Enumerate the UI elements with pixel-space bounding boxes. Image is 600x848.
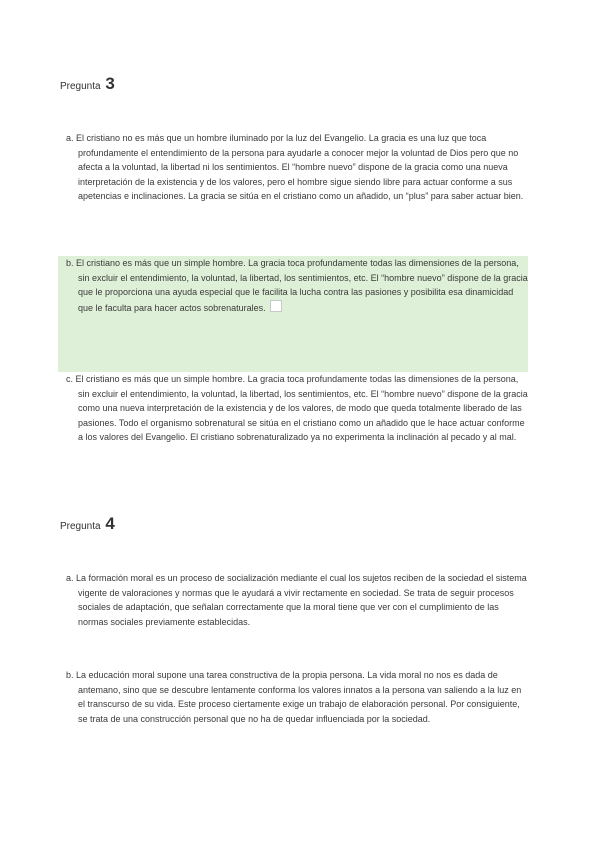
- option-letter: b.: [66, 670, 74, 680]
- option-letter: b.: [66, 258, 74, 268]
- option-text: La educación moral supone una tarea constructiva de la propia persona. La vida moral no nos es dada de antemano, sino que se descubre lentamente conforma los valores innatos a la persona van saliendo a la luz en el transcurso de su vida. Este proceso ciertamente exige un trabajo de elaboración personal. Por consiguiente, se trata de una construcción personal que no ha de quedar influenciada por la sociedad.: [76, 670, 522, 724]
- option-letter: a.: [66, 133, 74, 143]
- option-letter: a.: [66, 573, 74, 583]
- question-3-option-c[interactable]: [58, 372, 528, 445]
- answer-checkbox[interactable]: [270, 300, 282, 312]
- question-3-header: [60, 74, 115, 94]
- question-number: 4: [105, 514, 115, 533]
- question-number: 3: [105, 74, 115, 93]
- option-letter: c.: [66, 374, 74, 384]
- question-4-header: [60, 514, 115, 534]
- option-text: El cristiano no es más que un hombre iluminado por la luz del Evangelio. La gracia es una luz que toca profundamente el entendimiento de la persona para ayudarle a conocer mejor la voluntad de Dios pero que no afecta a la voluntad, la libertad ni los sentimientos. El “hombre nuevo” dispone de la gracia como una nueva interpretación de la existencia y de los valores, pero el hombre sigue siendo libre para actuar conforme a sus apetencias e inclinaciones. La gracia se sitúa en el cristiano como un añadido, un “plus” para saber actuar bien.: [76, 133, 524, 202]
- question-3-option-b[interactable]: [58, 256, 528, 372]
- question-label: Pregunta: [60, 521, 101, 532]
- option-text: El cristiano es más que un simple hombre. La gracia toca profundamente todas las dimensiones de la persona, sin excluir el entendimiento, la voluntad, la libertad, los sentimientos, etc. El “hombre nuevo” dispone de la gracia como una nueva interpretación de la existencia y de los valores, de modo que queda totalmente liberado de las pasiones. Todo el organismo sobrenatural se sitúa en el cristiano como un añadido que le hace actuar conforme a los valores del Evangelio. El cristiano sobrenaturalizado ya no experimenta la inclinación al pecado y al mal.: [75, 374, 528, 443]
- option-text: El cristiano es más que un simple hombre. La gracia toca profundamente todas las dimensiones de la persona, sin excluir el entendimiento, la voluntad, la libertad, los sentimientos, etc. El “hombre nuevo” dispone de la gracia que le proporciona una ayuda especial que le facilita la lucha contra las pasiones y posibilita esa dinamicidad que le faculta para hacer actos sobrenaturales.: [76, 258, 528, 313]
- question-4-option-b[interactable]: [58, 668, 528, 726]
- option-text: La formación moral es un proceso de socialización mediante el cual los sujetos reciben de la sociedad el sistema vigente de valoraciones y normas que le ayudará a vivir rectamente en sociedad. Se trata de seguir procesos sociales de adaptación, que señalan correctamente que la moral tiene que ver con el cumplimiento de las normas sociales previamente establecidas.: [76, 573, 527, 627]
- question-label: Pregunta: [60, 81, 101, 92]
- question-4-option-a[interactable]: [58, 571, 528, 629]
- question-3-option-a[interactable]: [58, 131, 528, 204]
